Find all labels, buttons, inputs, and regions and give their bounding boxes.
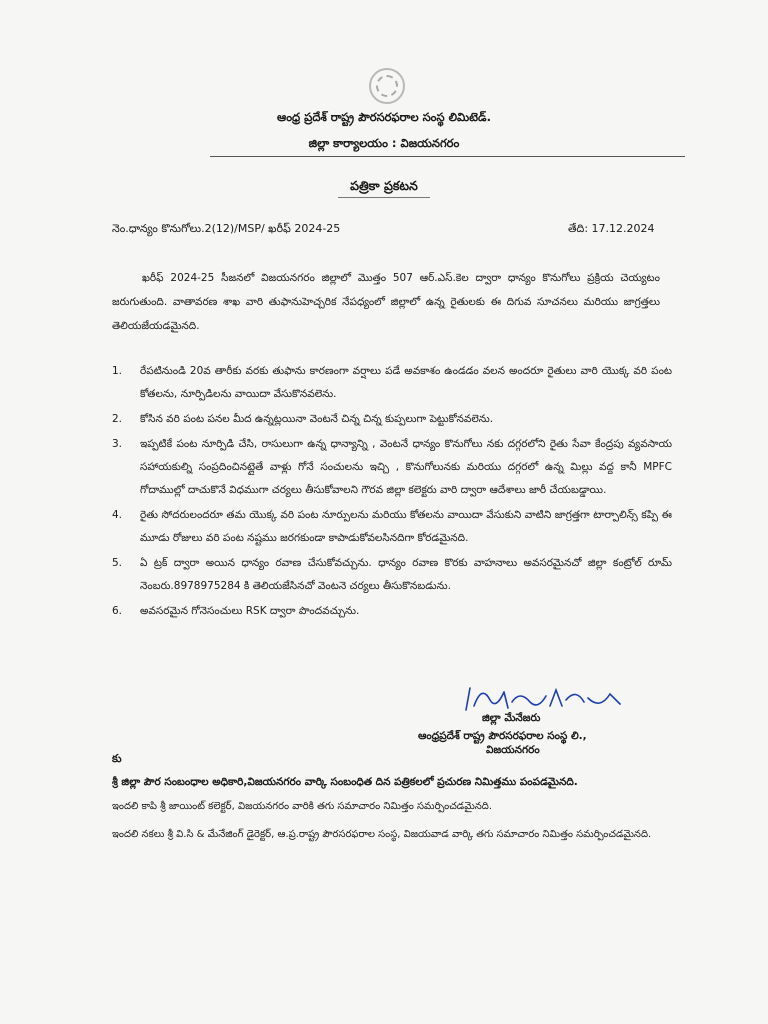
document-date: తేది: 17.12.2024 xyxy=(568,222,655,235)
organization-name: ఆంధ్ర ప్రదేశ్ రాష్ట్ర పౌరసరఫరాల సంస్థ లిమిటెడ్. xyxy=(277,110,491,124)
to-label: కు xyxy=(112,752,122,765)
copy-line: ఇందలి నకలు శ్రీ వి.సి & మేనేజింగ్ డైరెక్టర్, ఆ.ప్ర.రాష్ట్ర పౌరసరఫరాల సంస్థ, విజయవాడ వార్కి తగు సమాచారం నిమిత్తం సమర్పించడమైనది. xyxy=(112,829,652,840)
item-text: అవసరమైన గోనెసంచులు RSK ద్వారా పొందవచ్చును. xyxy=(140,605,360,617)
list-item xyxy=(112,504,672,550)
list-item xyxy=(112,433,672,502)
item-number: 6. xyxy=(112,605,123,617)
item-number: 5. xyxy=(112,557,123,569)
item-text: రైతు సోదరులందరూ తమ యొక్క వరి పంట నూర్పులను మరియు కోతలను వాయిదా వేసుకుని వాటిని జాగ్రత్తగా టార్పాలిన్స్ కప్పి ఈ మూడు రోజులు వరి పంట నష్టము జరగకుండా కాపాడుకోవలసినదిగా కోరడమైనది. xyxy=(140,509,672,544)
signatory-organization: ఆంధ్రప్రదేశ్ రాష్ట్ర పౌరసరఫరాల సంస్థ లి., xyxy=(418,730,587,742)
list-item xyxy=(112,600,672,623)
instruction-list xyxy=(112,360,672,625)
signatory-place: విజయనగరం xyxy=(486,744,540,756)
item-text: కోసిన వరి పంట పనల మీద ఉన్నట్లయినా వెంటనే చిన్న చిన్న కుప్పలుగా పెట్టుకోనవలెను. xyxy=(140,413,494,425)
organization-logo xyxy=(369,68,405,104)
title-underline xyxy=(338,197,430,198)
header-divider xyxy=(210,156,685,157)
item-number: 3. xyxy=(112,438,123,450)
copy-line: శ్రీ జిల్లా పౌర సంబంధాల అధికారి,విజయనగరం వార్కి సంబంధిత దిన పత్రికలలో ప్రచురణ నిమిత్తము పంపడమైనది. xyxy=(112,776,578,788)
reference-number: నెం.ధాన్యం కొనుగోలు.2(12)/MSP/ ఖరీఫ్ 2024-25 xyxy=(112,222,341,235)
item-text: ఇప్పటికే పంట నూర్పిడి చేసి, రాసులుగా ఉన్న ధాన్యాన్ని , వెంటనే ధాన్యం కొనుగోలు నకు దగ్గరలోని రైతు సేవా కేంద్రపు వ్యవసాయ సహాయకుల్ని సంప్రదించినట్లైతే వాళ్లు గోనే సంచులను ఇచ్చి , కొనుగోలునకు మరియు దగ్గరలో ఉన్న మిల్లు వద్ద కానీ MPFC గోదాముల్లో దాచుకొనే విధముగా చర్యలు తీసుకోవాలని గౌరవ జిల్లా కలెక్టరు వారి ద్వారా ఆదేశాలు జారీ చేయబడ్డాయి. xyxy=(140,438,672,496)
office-name: జిల్లా కార్యాలయం : విజయనగరం xyxy=(308,136,460,150)
item-number: 2. xyxy=(112,413,123,425)
list-item xyxy=(112,408,672,431)
item-text: ఏ ట్రక్ ద్వారా అయిన ధాన్యం రవాణ చేసుకోవచ్చును. ధాన్యం రవాణ కొరకు వాహనాలు అవసరమైనచో జిల్లా కంట్రోల్ రూమ్ నెంబరు.8978975284 కి తెలియజేసినచో వెంటనె చర్యలు తీసుకొనబడును. xyxy=(140,557,672,592)
list-item xyxy=(112,552,672,598)
list-item xyxy=(112,360,672,406)
copy-line: ఇందలి కాపి శ్రీ జాయింట్ కలెక్టర్, విజయనగరం వారికి తగు సమాచారం నిమిత్తం సమర్పించడమైనది. xyxy=(112,801,493,812)
intro-paragraph: ఖరీఫ్ 2024-25 సీజనలో విజయనగరం జిల్లాలో మొత్తం 507 ఆర్.ఎస్.కెల ద్వారా ధాన్యం కొనుగోలు ప్రక్రియ చెయ్యటం జరుగుతుంది. వాతావరణ శాఖ వారి తుఫానుహెచ్చరిక నేపధ్యంలో జిల్లాలో ఉన్న రైతులకు ఈ దిగువ సూచనలు మరియు జాగ్రత్తలు తెలియజేయడమైనది. xyxy=(112,272,660,332)
press-release-title: పత్రికా ప్రకటన xyxy=(350,178,418,193)
item-number: 1. xyxy=(112,365,123,377)
item-number: 4. xyxy=(112,509,123,521)
item-text: రేపటినుండి 20వ తారీకు వరకు తుఫాను కారణంగా వర్షాలు పడే అవకాశం ఉండడం వలన అందరూ రైతులు వారి యొక్క వరి పంట కోతలను, నూర్పిడిలను వాయిదా వేసుకొనవలెను. xyxy=(140,365,672,400)
signatory-role: జిల్లా మేనేజరు xyxy=(482,712,541,724)
